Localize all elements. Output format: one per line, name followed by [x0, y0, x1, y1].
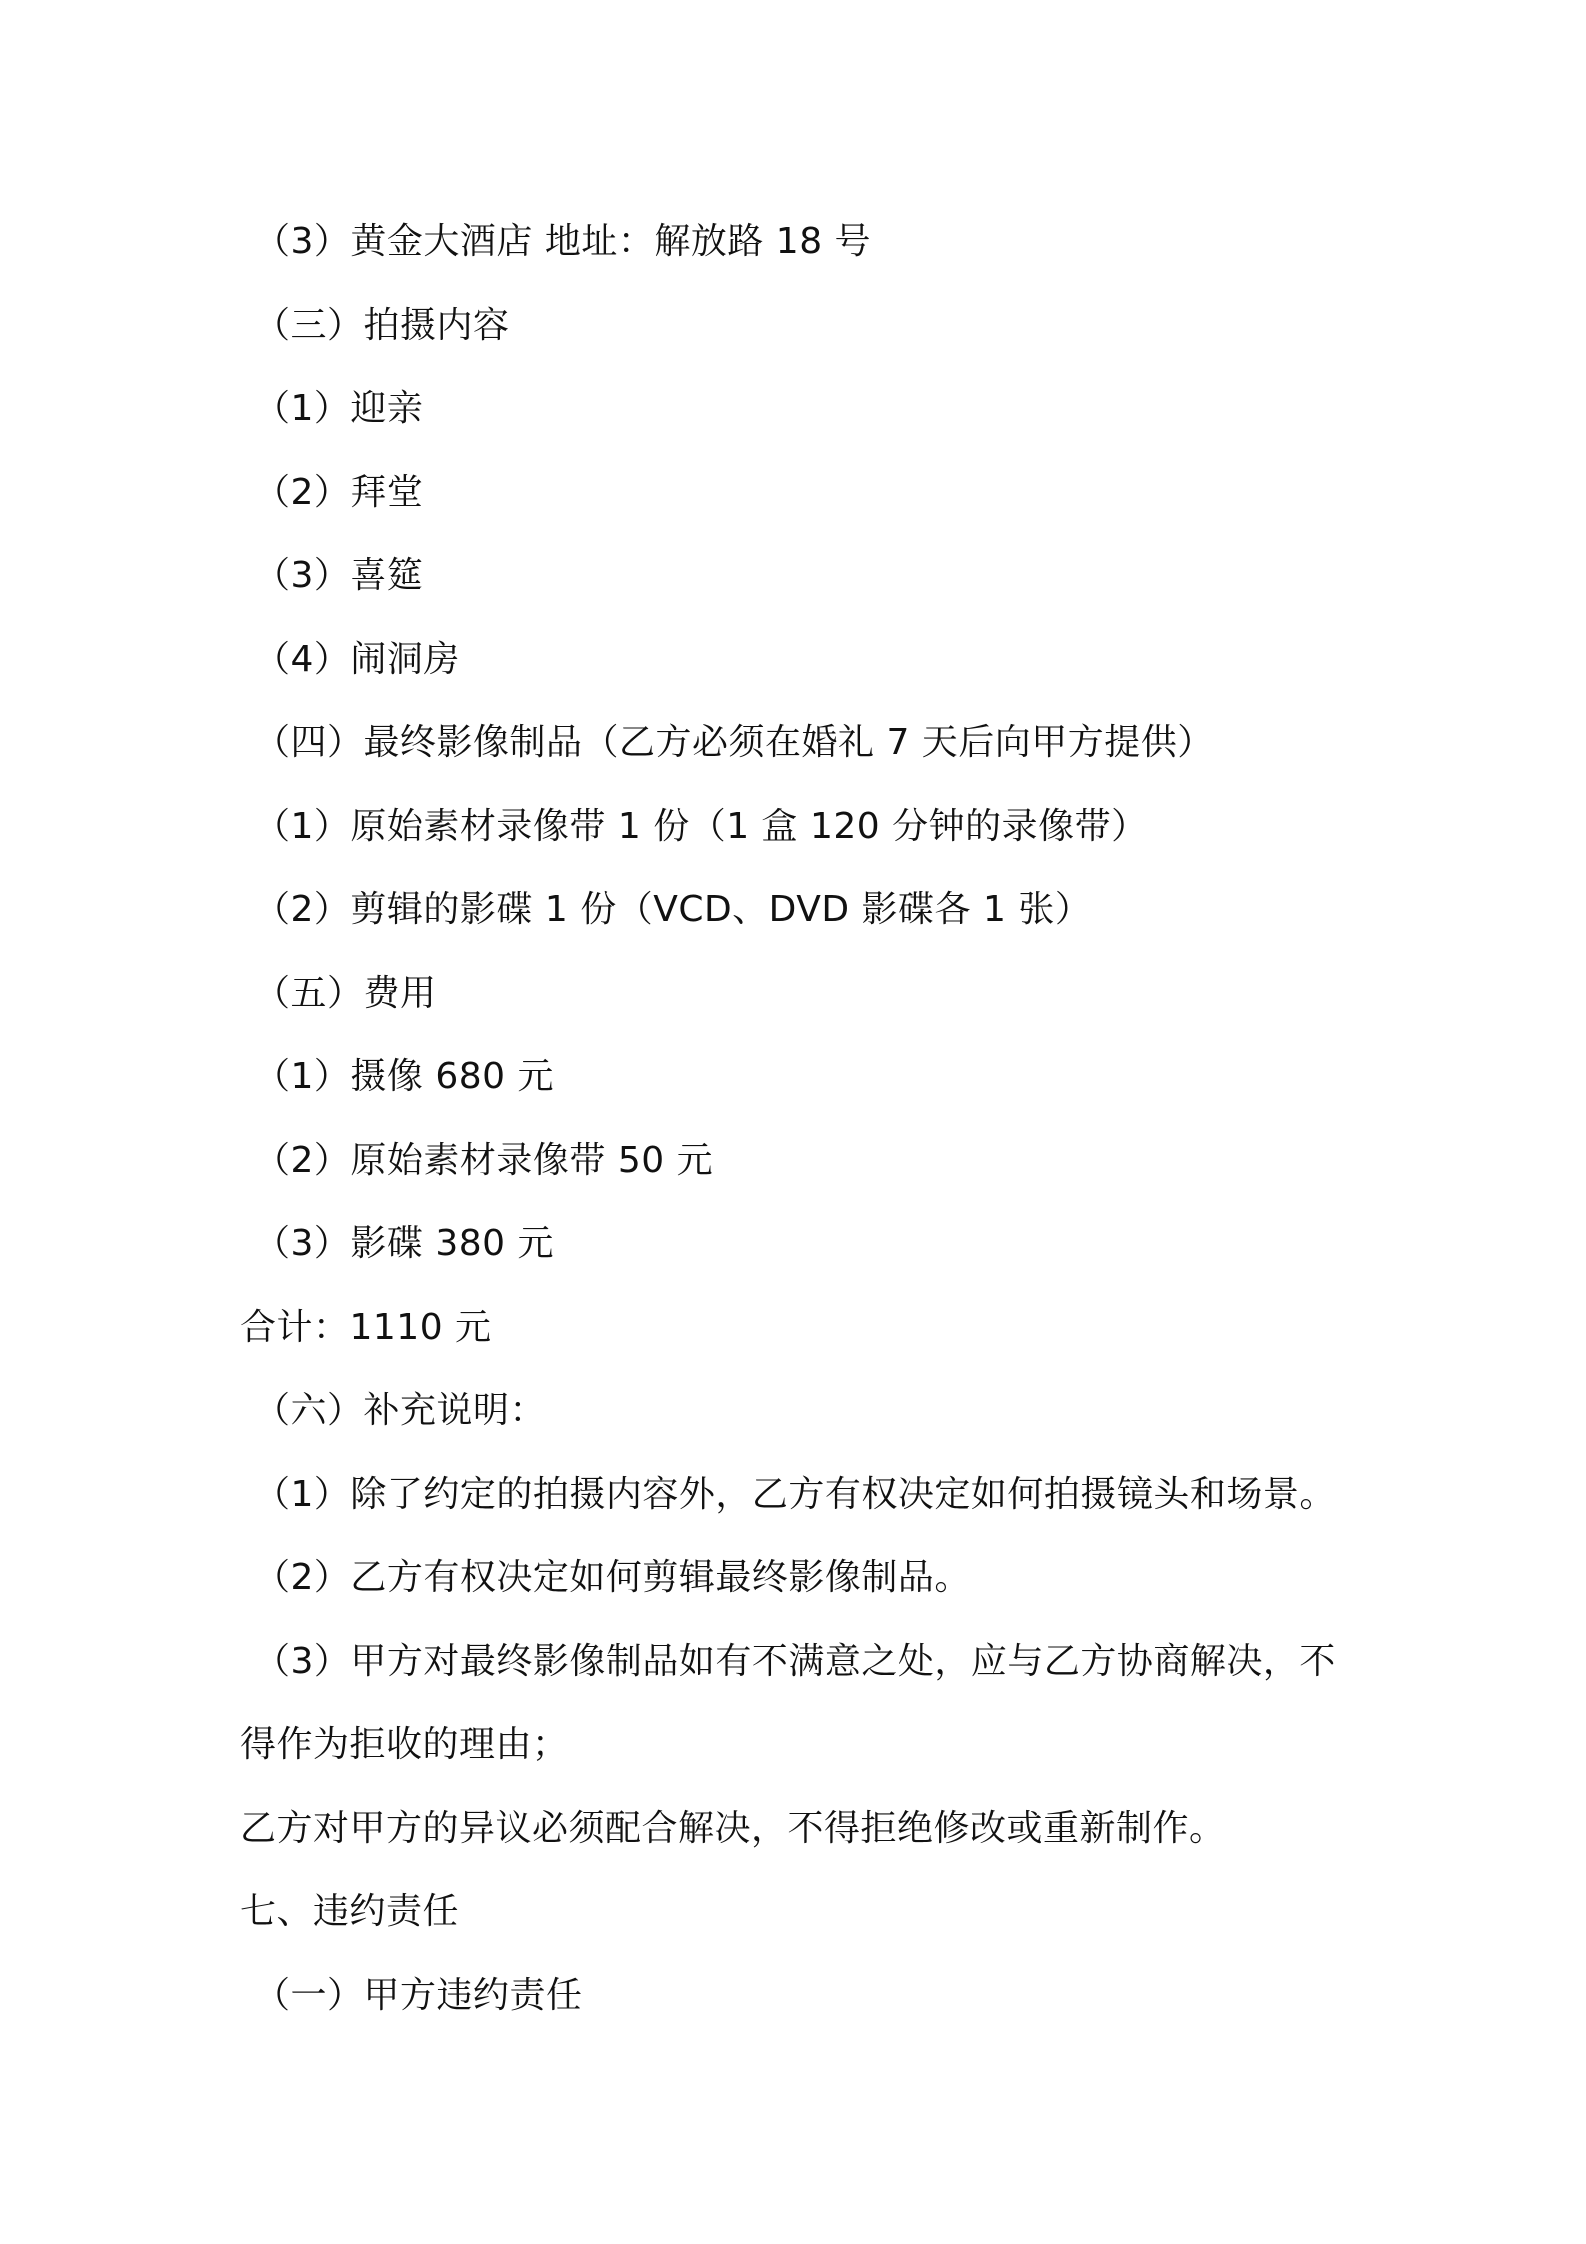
document-body — [240, 200, 1360, 2037]
fee-item: （2）原始素材录像带 50 元 — [254, 1139, 714, 1181]
list-item: （3）甲方对最终影像制品如有不满意之处，应与乙方协商解决，不 — [254, 1640, 1336, 1682]
fee-item: （3）影碟 380 元 — [254, 1223, 555, 1264]
list-item: （2）乙方有权决定如何剪辑最终影像制品。 — [254, 1557, 971, 1598]
list-item: （2）拜堂 — [254, 471, 424, 513]
chapter-heading-liability: 七、违约责任 — [240, 1891, 460, 1932]
section-heading-final-products: （四）最终影像制品（乙方必须在婚礼 7 天后向甲方提供） — [254, 722, 1214, 763]
list-item: （2）剪辑的影碟 1 份（VCD、DVD 影碟各 1 张） — [254, 889, 1092, 930]
list-item: （3）喜筵 — [254, 555, 424, 596]
paragraph: 乙方对甲方的异议必须配合解决，不得拒绝修改或重新制作。 — [240, 1807, 1226, 1849]
section-heading-party-a-liability: （一）甲方违约责任 — [254, 1974, 583, 2016]
list-item: （1）原始素材录像带 1 份（1 盒 120 分钟的录像带） — [254, 805, 1148, 847]
list-item: （4）闹洞房 — [254, 638, 460, 680]
fee-item: （1）摄像 680 元 — [254, 1056, 555, 1097]
section-heading-shooting-content: （三）拍摄内容 — [254, 304, 510, 346]
section-heading-fees: （五）费用 — [254, 972, 437, 1014]
list-item: （1）迎亲 — [254, 388, 424, 429]
section-heading-supplementary: （六）补充说明： — [254, 1390, 547, 1431]
fee-total: 合计：1110 元 — [240, 1306, 492, 1348]
paragraph-continuation: 得作为拒收的理由； — [240, 1724, 569, 1765]
list-item: （1）除了约定的拍摄内容外，乙方有权决定如何拍摄镜头和场景。 — [254, 1473, 1336, 1515]
venue-line: （3）黄金大酒店 地址：解放路 18 号 — [254, 221, 872, 262]
